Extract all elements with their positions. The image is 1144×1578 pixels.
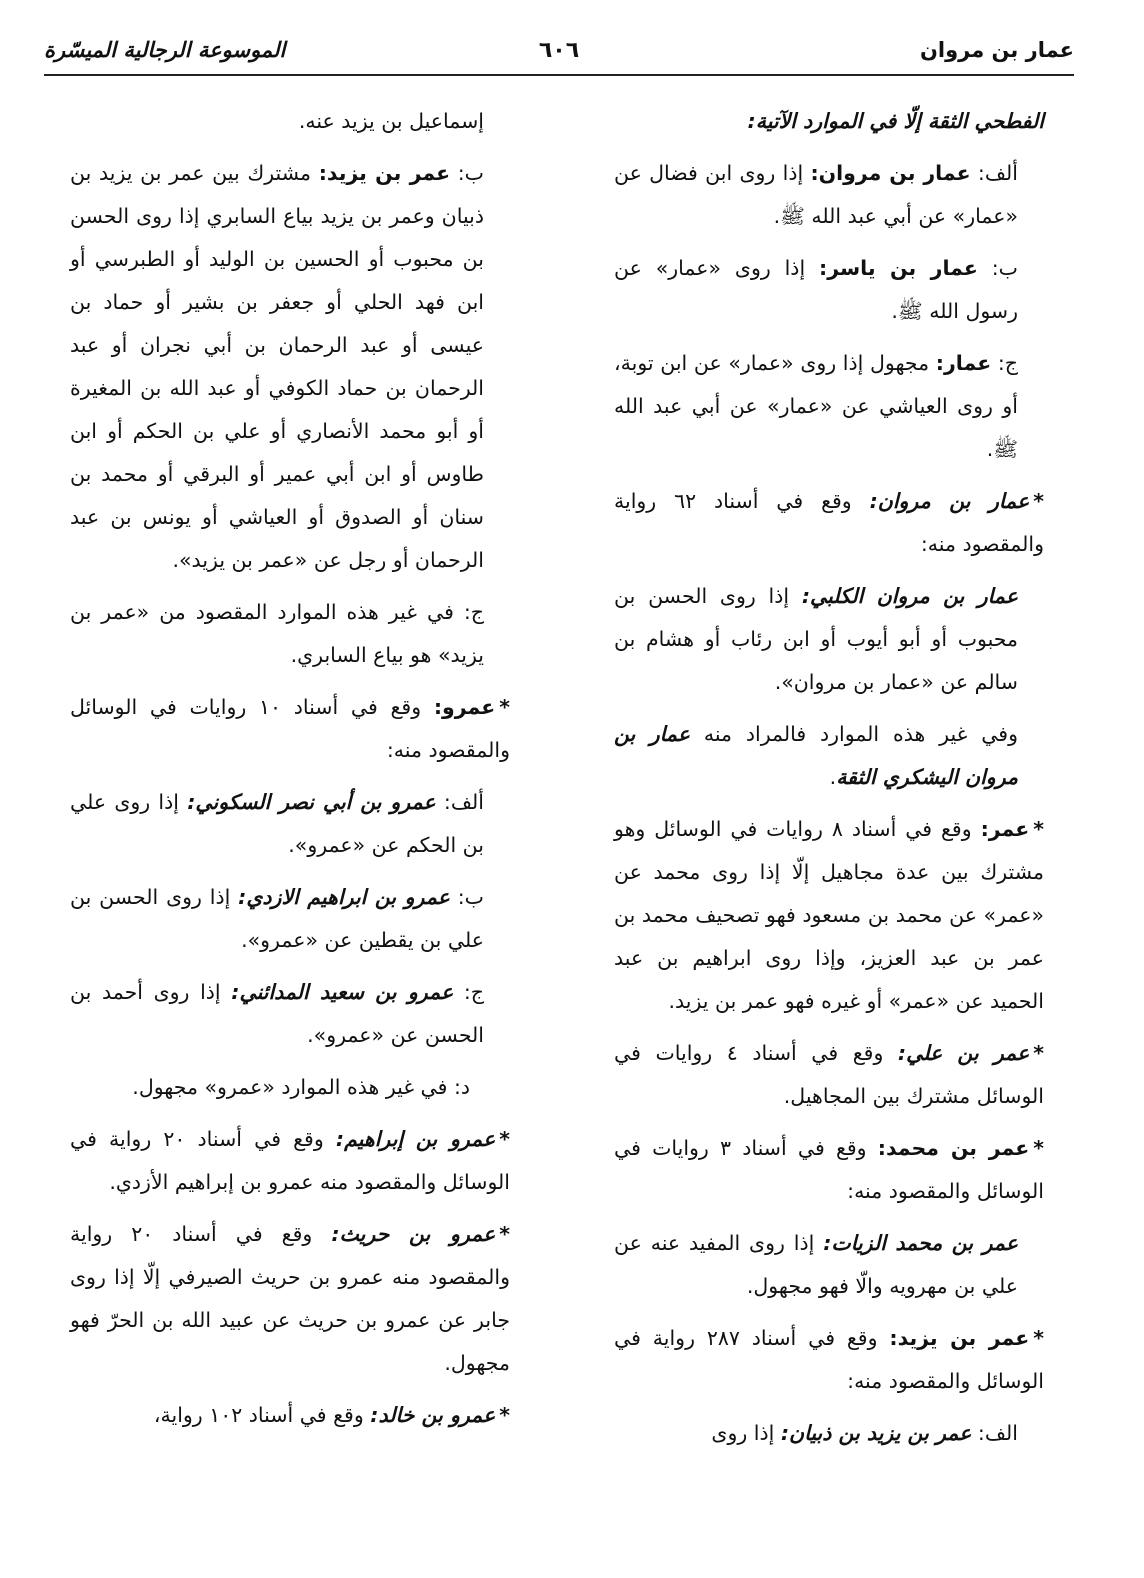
left-column <box>70 100 510 1446</box>
entry-name: عمار بن مروان: <box>810 161 971 185</box>
asterisk-icon: * <box>499 1127 510 1151</box>
asterisk-icon: * <box>1033 1326 1044 1350</box>
entry-name: عمرو: <box>433 695 496 719</box>
entry-name: عمرو بن أبي نصر السكوني: <box>187 790 436 814</box>
entry-name: عمرو بن حريث: <box>331 1222 496 1246</box>
entry: *عمرو بن إبراهيم: وقع في أسناد ٢٠ رواية في الوسائل والمقصود منه عمرو بن إبراهيم الأزدي. <box>70 1127 510 1194</box>
entry-name: عمر بن علي: <box>897 1041 1030 1065</box>
sub-entry: ألف: عمار بن مروان: إذا روى ابن فضال عن «عمار» عن أبي عبد الله ﷺ. <box>614 161 1018 228</box>
running-head-entry: عمار بن مروان <box>919 38 1074 62</box>
entry-name: عمرو بن خالد: <box>370 1403 496 1427</box>
entry: *عمرو بن خالد: وقع في أسناد ١٠٢ رواية، <box>153 1403 510 1427</box>
entry: *عمر بن علي: وقع في أسناد ٤ روايات في الوسائل مشترك بين المجاهيل. <box>614 1041 1044 1108</box>
entry-name: عمار بن مروان الكلبي: <box>801 584 1018 608</box>
sub-entry: ب: عمرو بن ابراهيم الازدي: إذا روى الحسن بن علي بن يقطين عن «عمرو». <box>70 885 484 952</box>
entry-name: عمرو بن سعيد المدائني: <box>231 980 454 1004</box>
asterisk-icon: * <box>499 1403 510 1427</box>
entry: *عمر بن يزيد: وقع في أسناد ٢٨٧ رواية في الوسائل والمقصود منه: <box>614 1326 1044 1393</box>
sub-entry: عمر بن محمد الزيات: إذا روى المفيد عنه عن علي بن مهرويه والّا فهو مجهول. <box>614 1231 1018 1298</box>
sub-entry: وفي غير هذه الموارد فالمراد منه عمار بن مروان اليشكري الثقة. <box>614 722 1018 789</box>
entry-name: عمر بن يزيد: <box>889 1326 1030 1350</box>
sub-entry: ألف: عمرو بن أبي نصر السكوني: إذا روى علي بن الحكم عن «عمرو». <box>70 790 484 857</box>
page-header <box>44 34 1074 76</box>
entry-name: عمرو بن ابراهيم الازدي: <box>238 885 450 909</box>
entry-name: عمار: <box>935 351 992 375</box>
sub-entry: الف: عمر بن يزيد بن ذبيان: إذا روى <box>711 1421 1018 1445</box>
sub-entry: ب: عمار بن ياسر: إذا روى «عمار» عن رسول الله ﷺ. <box>614 256 1018 323</box>
entry-name: عمر بن محمد: <box>877 1136 1030 1160</box>
asterisk-icon: * <box>1033 817 1045 841</box>
entry-name: عمرو بن إبراهيم: <box>335 1127 496 1151</box>
asterisk-icon: * <box>1033 1136 1045 1160</box>
running-head-book-title: الموسوعة الرجالية الميسّرة <box>44 38 286 62</box>
entry: *عمرو: وقع في أسناد ١٠ روايات في الوسائل والمقصود منه: <box>70 695 511 762</box>
entry-name: عمر بن يزيد بن ذبيان: <box>780 1421 972 1445</box>
entry-name: عمر بن محمد الزيات: <box>823 1231 1018 1255</box>
sub-entry: عمار بن مروان الكلبي: إذا روى الحسن بن محبوب أو أبو أيوب أو ابن رئاب أو هشام بن سالم عن «عمار بن مروان». <box>614 584 1018 694</box>
asterisk-icon: * <box>1033 1041 1044 1065</box>
entry: *عمر بن محمد: وقع في أسناد ٣ روايات في الوسائل والمقصود منه: <box>614 1136 1045 1203</box>
asterisk-icon: * <box>1033 489 1044 513</box>
asterisk-icon: * <box>499 695 511 719</box>
entry-name: عمار بن مروان اليشكري الثقة <box>614 722 1018 789</box>
entry: *عمرو بن حريث: وقع في أسناد ٢٠ رواية والمقصود منه عمرو بن حريث الصيرفي إلّا إذا روى جابر عن عمرو بن حريث عن عبيد الله بن الحرّ فهو مجهول. <box>70 1222 510 1375</box>
sub-entry: ب: عمر بن يزيد: مشترك بين عمر بن يزيد بن ذبيان وعمر بن يزيد بياع السابري إذا روى الحسن بن محبوب أو الحسين بن الوليد أو الطبرسي أو ابن فهد الحلي أو جعفر بن بشير أو حماد بن عيسى أو عبد الرحمان بن أبي نجران أو عبد الرحمان بن حماد الكوفي أو عبد الله بن المغيرة أو أبو محمد الأنصاري أو علي بن الحكم أو ابن طاوس أو ابن أبي عمير أو البرقي أو محمد بن سنان أو الصدوق أو العياشي أو يونس بن عبد الرحمان أو رجل عن «عمر بن يزيد». <box>70 161 484 572</box>
entry: *عمار بن مروان: وقع في أسناد ٦٢ رواية والمقصود منه: <box>614 489 1044 556</box>
entry: *عمر: وقع في أسناد ٨ روايات في الوسائل وهو مشترك بين عدة مجاهيل إلّا إذا روى محمد عن «عمر» عن محمد بن مسعود فهو تصحيف محمد بن عمر بن عبد العزيز، وإذا روى ابراهيم بن عبد الحميد عن «عمر» أو غيره فهو عمر بن يزيد. <box>614 817 1045 1013</box>
entry-name: عمار بن مروان: <box>869 489 1030 513</box>
asterisk-icon: * <box>499 1222 510 1246</box>
page-number: ٦٠٦ <box>538 38 580 63</box>
paragraph: إسماعيل بن يزيد عنه. <box>298 109 484 133</box>
sub-entry: ج: عمرو بن سعيد المدائني: إذا روى أحمد بن الحسن عن «عمرو». <box>70 980 484 1047</box>
entry-name: عمر بن يزيد: <box>318 161 451 185</box>
sub-entry: د: في غير هذه الموارد «عمرو» مجهول. <box>132 1075 470 1099</box>
entry-name: عمار بن ياسر: <box>819 256 978 280</box>
entry-name: عمر: <box>980 817 1030 841</box>
right-column <box>614 100 1044 1464</box>
paragraph: الفطحي الثقة إلّا في الموارد الآتية: <box>747 109 1044 133</box>
sub-entry: ج: في غير هذه الموارد المقصود من «عمر بن يزيد» هو بياع السابري. <box>70 600 484 667</box>
sub-entry: ج: عمار: مجهول إذا روى «عمار» عن ابن توبة، أو روى العياشي عن «عمار» عن أبي عبد الله ﷺ. <box>614 351 1018 461</box>
